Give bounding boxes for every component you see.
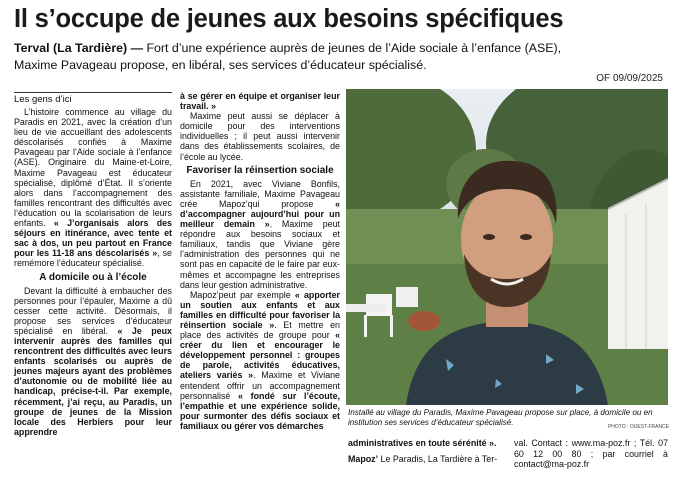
text-run: . Et mettre en place des activités de groupe pour — [180, 319, 340, 341]
article-photo — [346, 89, 668, 405]
source-date: OF 09/09/2025 — [596, 73, 663, 84]
quote: « fondé sur l’écoute, l’empathie et une expérience solide, pour surmonter des défis sociaux et familiaux ou gérer vos démarches — [180, 390, 340, 431]
quote: « d’accompagner aujourd’hui pour un meilleur demain » — [180, 198, 340, 230]
brand-name: Mapoz’ — [348, 453, 379, 464]
quote: « apporter un soutien aux enfants et aux familles en difficulté pour favoriser la réinsertion sociale » — [180, 289, 340, 330]
text-run: , se remémore l’éducateur spécialisé. — [14, 248, 172, 269]
dateline: Terval (La Tardière) — — [14, 41, 143, 55]
text-run: . Maxime peut répondre aux besoins sociaux et familiaux, tandis que Viviane gère l’administration des personnes qui ne sont pas en capacité de le faire par eux-mêmes et accompagne les entreprises dans leur gestion administrative. — [180, 219, 340, 290]
subheading-domicile: A domicile ou à l’école — [39, 271, 147, 283]
lead-line-1: Fort d’une expérience auprès de jeunes de l’Aide sociale à l’enfance (ASE), — [143, 41, 562, 55]
text-run: En 2021, avec Viviane Bonfils, assistante familiale, Maxime Pavageau crée Mapoz’qui propose — [180, 178, 340, 209]
quote-continuation: à se gérer en équipe et organiser leur travail. » — [180, 91, 340, 112]
photo-caption: Installé au village du Paradis, Maxime Pavageau propose sur place, à domicile ou en institution ses services d’éducateur spécialisé. — [348, 408, 653, 427]
quote: « Je peux intervenir auprès des familles qui rencontrent des difficultés avec leurs enfants scolarisés ou auprès de jeunes majeurs ayant des problèmes d’autonomie ou de mobilité liée au handicap, précise-t-il. Par exemple, récemment, j’ai reçu, au Paradis, un groupe de jeunes de la Mission locale des Herbiers pour leur apprendre — [14, 325, 172, 437]
subheading-reinsertion: Favoriser la réinsertion sociale — [186, 164, 334, 176]
lead-paragraph — [14, 40, 664, 74]
rubric-label: Les gens d’ici — [14, 92, 172, 105]
paragraph — [14, 107, 172, 269]
address-text: Le Paradis, La Tardière à Ter- — [378, 453, 498, 464]
paragraph — [14, 286, 172, 437]
text-run: Devant la difficulté à embaucher des personnes pour l’épauler, Maxime a dû cesser cette activité. Désormais, il propose ses services d’éducateur spécialisé en libéral. — [14, 285, 172, 336]
address — [348, 454, 498, 465]
headline: Il s’occupe de jeunes aux besoins spécifiques — [14, 5, 564, 33]
photo-credit: PHOTO : OUEST-FRANCE — [607, 424, 669, 430]
text-run: . Maxime et Viviane entendent offrir un accompagnement personnalisé — [180, 370, 340, 401]
article-ending — [348, 438, 498, 469]
paragraph — [180, 179, 340, 290]
text-run: L’histoire commence au village du Paradis en 2021, avec la création d’un lieu de vie accueillant des adolescents déscolarisés confiés à Maxime Pavageau par l’Aide sociale à l’enfance (ASE). Originaire du Maine-et-Loire, Maxime Pavageau est éducateur spécialisé, diplômé d’État. Il s’orientе alors dans l’accompagnement des familles rencontrant des difficultés avec l’éducation ou la scolarisation de leurs enfants. — [14, 107, 172, 229]
quote: « créer du lien et encourager le développement personnel : groupes de parole, activités éducatives, ateliers variés » — [180, 330, 340, 381]
paragraph: Maxime peut aussi se déplacer à domicile pour des interventions individuelles ; il peut aussi intervenir dans des établissements scolaires, de l’école au lycée. — [180, 111, 340, 162]
contact-text: val. Contact : www.ma-poz.fr ; Tél. 07 60 12 00 80 ; par courriel à contact@ma-poz.fr — [514, 438, 668, 469]
paragraph — [180, 290, 340, 431]
contact-info — [514, 438, 668, 470]
article-column-2 — [180, 91, 340, 431]
lead-line-2: Maxime Pavageau propose, en libéral, ses services d’éducateur spécialisé. — [14, 58, 427, 72]
text-run: Mapoz’peut par exemple — [190, 289, 295, 300]
quote: « J’organisais alors des séjours en itinérance, avec tente et sac à dos, un peu partout en France pour les 11-18 ans déscolarisés » — [14, 218, 172, 259]
article-column-1 — [14, 107, 172, 437]
photo-illustration — [346, 89, 668, 405]
quote-end: administratives en toute sérénité ». — [348, 438, 497, 448]
